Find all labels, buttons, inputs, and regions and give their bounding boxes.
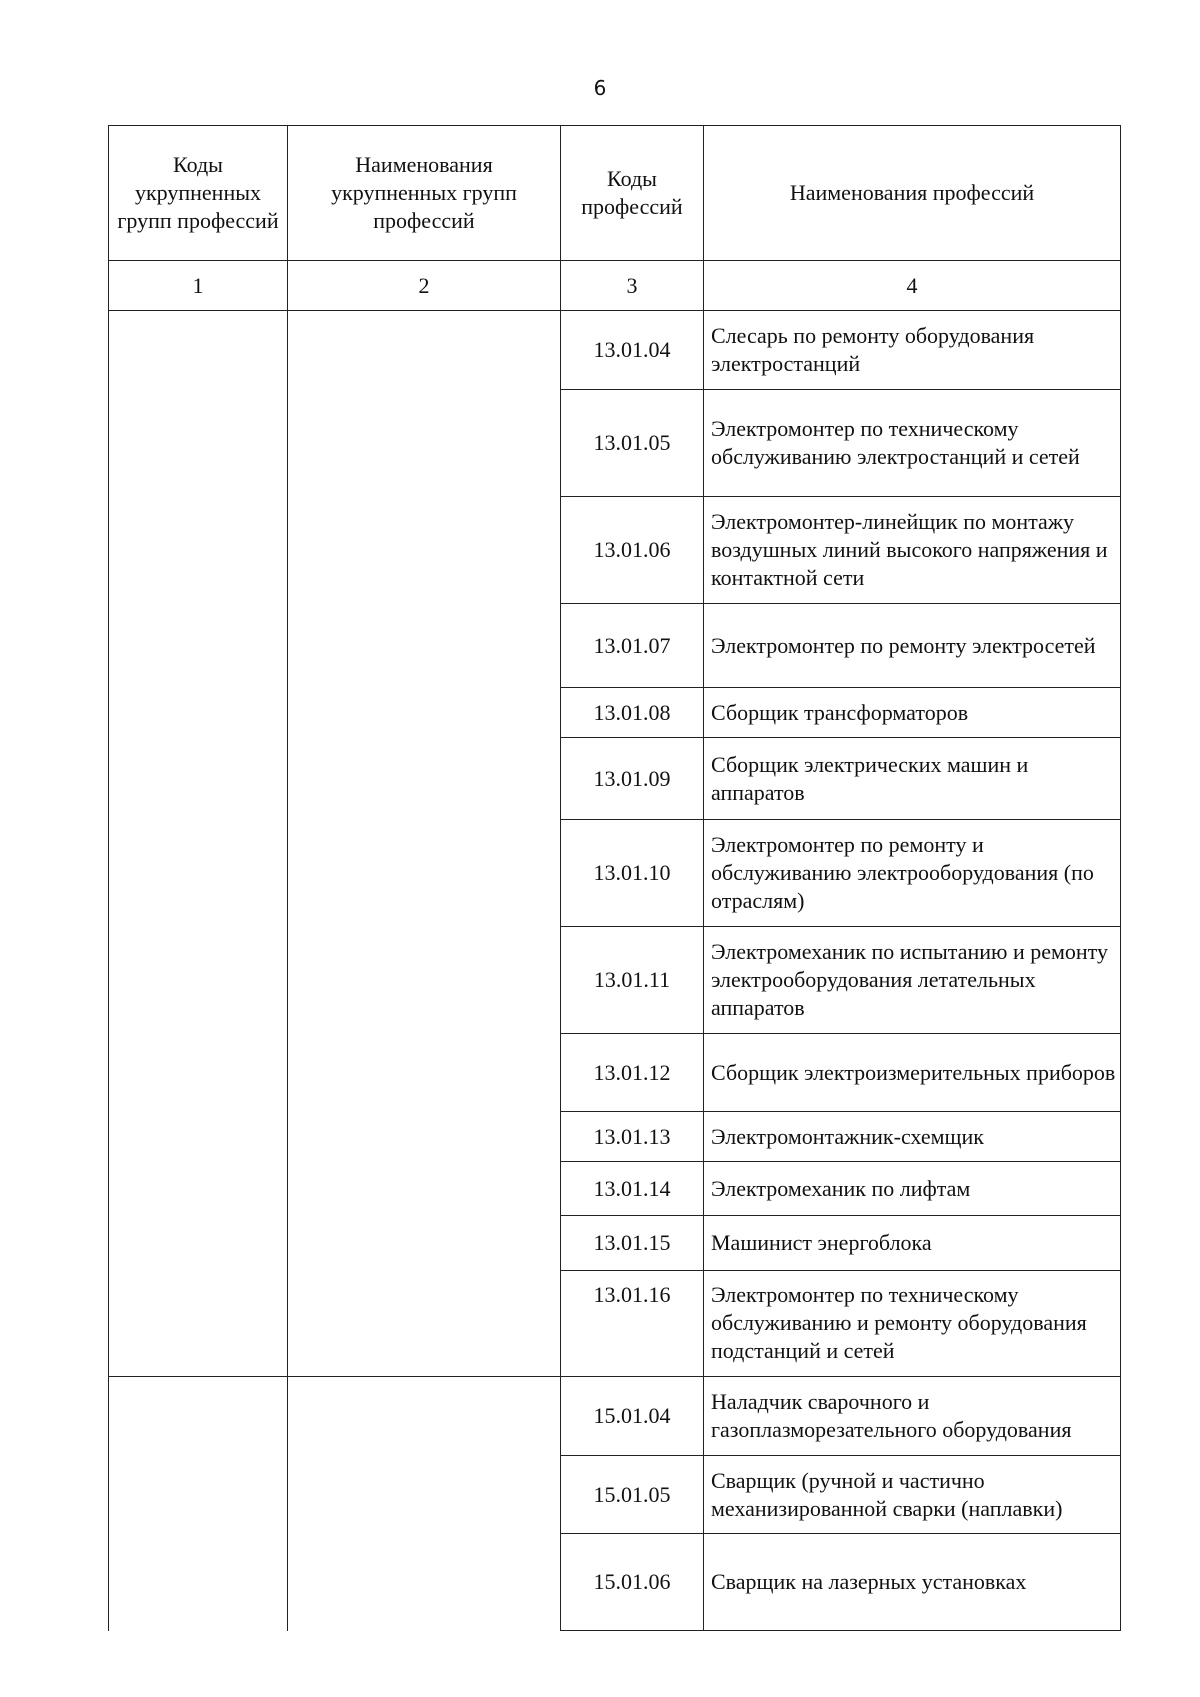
profession-name: Сборщик электроизмерительных приборов — [704, 1034, 1121, 1112]
profession-code: 13.01.15 — [561, 1216, 704, 1271]
profession-code: 15.01.06 — [561, 1534, 704, 1631]
profession-code: 13.01.06 — [561, 497, 704, 604]
column-number: 3 — [561, 261, 704, 311]
header-profession-names: Наименования профессий — [704, 126, 1121, 261]
profession-code: 13.01.14 — [561, 1162, 704, 1216]
profession-name: Электромонтажник-схемщик — [704, 1112, 1121, 1162]
profession-name: Сварщик на лазерных установках — [704, 1534, 1121, 1631]
profession-name: Машинист энергоблока — [704, 1216, 1121, 1271]
table-row — [109, 1377, 1121, 1456]
profession-name: Сборщик трансформаторов — [704, 688, 1121, 738]
profession-code: 13.01.07 — [561, 604, 704, 688]
profession-code: 13.01.12 — [561, 1034, 704, 1112]
column-number: 4 — [704, 261, 1121, 311]
profession-code: 15.01.05 — [561, 1456, 704, 1534]
profession-name: Сварщик (ручной и частично механизированной сварки (наплавки) — [704, 1456, 1121, 1534]
profession-code: 15.01.04 — [561, 1377, 704, 1456]
group-name-cell — [288, 311, 561, 1377]
profession-name: Электромонтер по техническому обслуживанию и ремонту оборудования подстанций и сетей — [704, 1271, 1121, 1377]
column-number: 2 — [288, 261, 561, 311]
profession-code: 13.01.11 — [561, 927, 704, 1034]
profession-code: 13.01.09 — [561, 738, 704, 820]
profession-code: 13.01.10 — [561, 820, 704, 927]
profession-code: 13.01.08 — [561, 688, 704, 738]
profession-code: 13.01.04 — [561, 311, 704, 390]
column-number: 1 — [109, 261, 288, 311]
profession-name: Сборщик электрических машин и аппаратов — [704, 738, 1121, 820]
group-name-cell — [288, 1377, 561, 1631]
profession-name: Наладчик сварочного и газоплазморезательного оборудования — [704, 1377, 1121, 1456]
page-number: 6 — [593, 76, 607, 100]
column-number-row — [109, 261, 1121, 311]
profession-name: Электромеханик по лифтам — [704, 1162, 1121, 1216]
profession-name: Электромонтер по техническому обслуживанию электростанций и сетей — [704, 390, 1121, 497]
profession-code: 13.01.13 — [561, 1112, 704, 1162]
profession-name: Электромеханик по испытанию и ремонту электрооборудования летательных аппаратов — [704, 927, 1121, 1034]
profession-code: 13.01.05 — [561, 390, 704, 497]
group-code-cell — [109, 311, 288, 1377]
profession-code: 13.01.16 — [561, 1271, 704, 1377]
professions-table — [108, 125, 1121, 1631]
profession-name: Электромонтер по ремонту и обслуживанию электрооборудования (по отраслям) — [704, 820, 1121, 927]
profession-name: Слесарь по ремонту оборудования электростанций — [704, 311, 1121, 390]
header-group-codes: Коды укрупненных групп профессий — [109, 126, 288, 261]
header-group-names: Наименования укрупненных групп профессий — [288, 126, 561, 261]
header-profession-codes: Коды профессий — [561, 126, 704, 261]
profession-name: Электромонтер-линейщик по монтажу воздушных линий высокого напряжения и контактной сети — [704, 497, 1121, 604]
table-header-row — [109, 126, 1121, 261]
table-row — [109, 311, 1121, 390]
profession-name: Электромонтер по ремонту электросетей — [704, 604, 1121, 688]
group-code-cell — [109, 1377, 288, 1631]
